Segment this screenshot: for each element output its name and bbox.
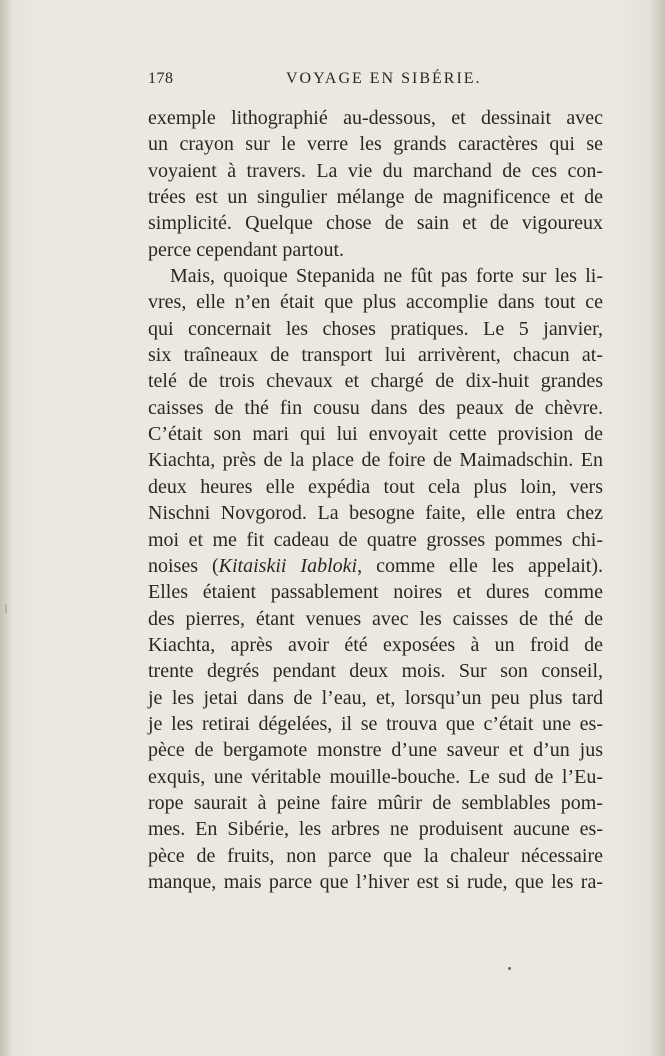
text-line: Nischni Novgorod. La besogne faite, elle entra chez <box>148 502 603 525</box>
page-edge <box>649 0 665 1056</box>
paragraph-end-line: perce cependant partout. <box>148 238 345 261</box>
spine-shadow <box>0 0 14 1056</box>
text-line: six traîneaux de transport lui arrivèrent, chacun at- <box>148 344 603 367</box>
text-line: exemple lithographié au-dessous, et dessinait avec <box>148 107 603 129</box>
text-line: caisses de thé fin cousu dans des peaux de chèvre. <box>148 396 603 419</box>
text-line: exquis, une véritable mouille-bouche. Le sud de l’Eu- <box>148 765 603 788</box>
text-line: Kiachta, près de la place de foire de Maimadschin. En <box>148 449 603 472</box>
text-line: telé de trois chevaux et chargé de dix-huit grandes <box>148 370 603 393</box>
paragraph-first-line: Mais, quoique Stepanida ne fût pas forte sur les li- <box>170 265 603 288</box>
page-number: 178 <box>148 70 174 87</box>
text-line: Elles étaient passablement noires et dures comme <box>148 581 603 604</box>
text-line: C’était son mari qui lui envoyait cette provision de <box>148 423 603 446</box>
text-line: un crayon sur le verre les grands caractères qui se <box>148 133 603 156</box>
text-line: des pierres, étant venues avec les caisses de thé de <box>148 607 603 630</box>
text-line-with-italic <box>148 553 603 579</box>
italic-term: Kitaiskii Iabloki <box>218 554 358 577</box>
text-line: mes. En Sibérie, les arbres ne produisent aucune es- <box>148 818 603 841</box>
text-line: moi et me fit cadeau de quatre grosses pommes chi- <box>148 528 603 551</box>
text-line: deux heures elle expédia tout cela plus loin, vers <box>148 475 603 498</box>
text-line: pèce de bergamote monstre d’une saveur et d’un jus <box>148 739 603 762</box>
text-line: trées est un singulier mélange de magnificence et de <box>148 186 603 209</box>
text-line: je les retirai dégelées, il se trouva que c’était une es- <box>148 712 603 735</box>
text-segment: noises ( <box>148 554 219 577</box>
text-line: je les jetai dans de l’eau, et, lorsqu’un peu plus tard <box>148 686 603 709</box>
text-line: voyaient à travers. La vie du marchand de ces con- <box>148 159 603 182</box>
body-text <box>148 105 603 895</box>
running-head <box>148 70 603 94</box>
text-line: rope saurait à peine faire mûrir de semblables pom- <box>148 791 603 814</box>
text-line: trente degrés pendant deux mois. Sur son conseil, <box>148 660 603 683</box>
text-line: simplicité. Quelque chose de sain et de vigoureux <box>148 212 603 235</box>
paper-speck <box>508 967 511 970</box>
text-line: vres, elle n’en était que plus accomplie dans tout ce <box>148 291 603 314</box>
paper-mark <box>5 604 7 614</box>
running-title: VOYAGE EN SIBÉRIE. <box>286 70 482 87</box>
text-line: manque, mais parce que l’hiver est si rude, que les ra- <box>148 870 603 893</box>
text-segment: , comme elle les appelait). <box>357 554 603 577</box>
text-line: pèce de fruits, non parce que la chaleur nécessaire <box>148 844 603 867</box>
text-line: Kiachta, après avoir été exposées à un froid de <box>148 633 603 656</box>
text-line: qui concernait les choses pratiques. Le 5 janvier, <box>148 317 603 340</box>
